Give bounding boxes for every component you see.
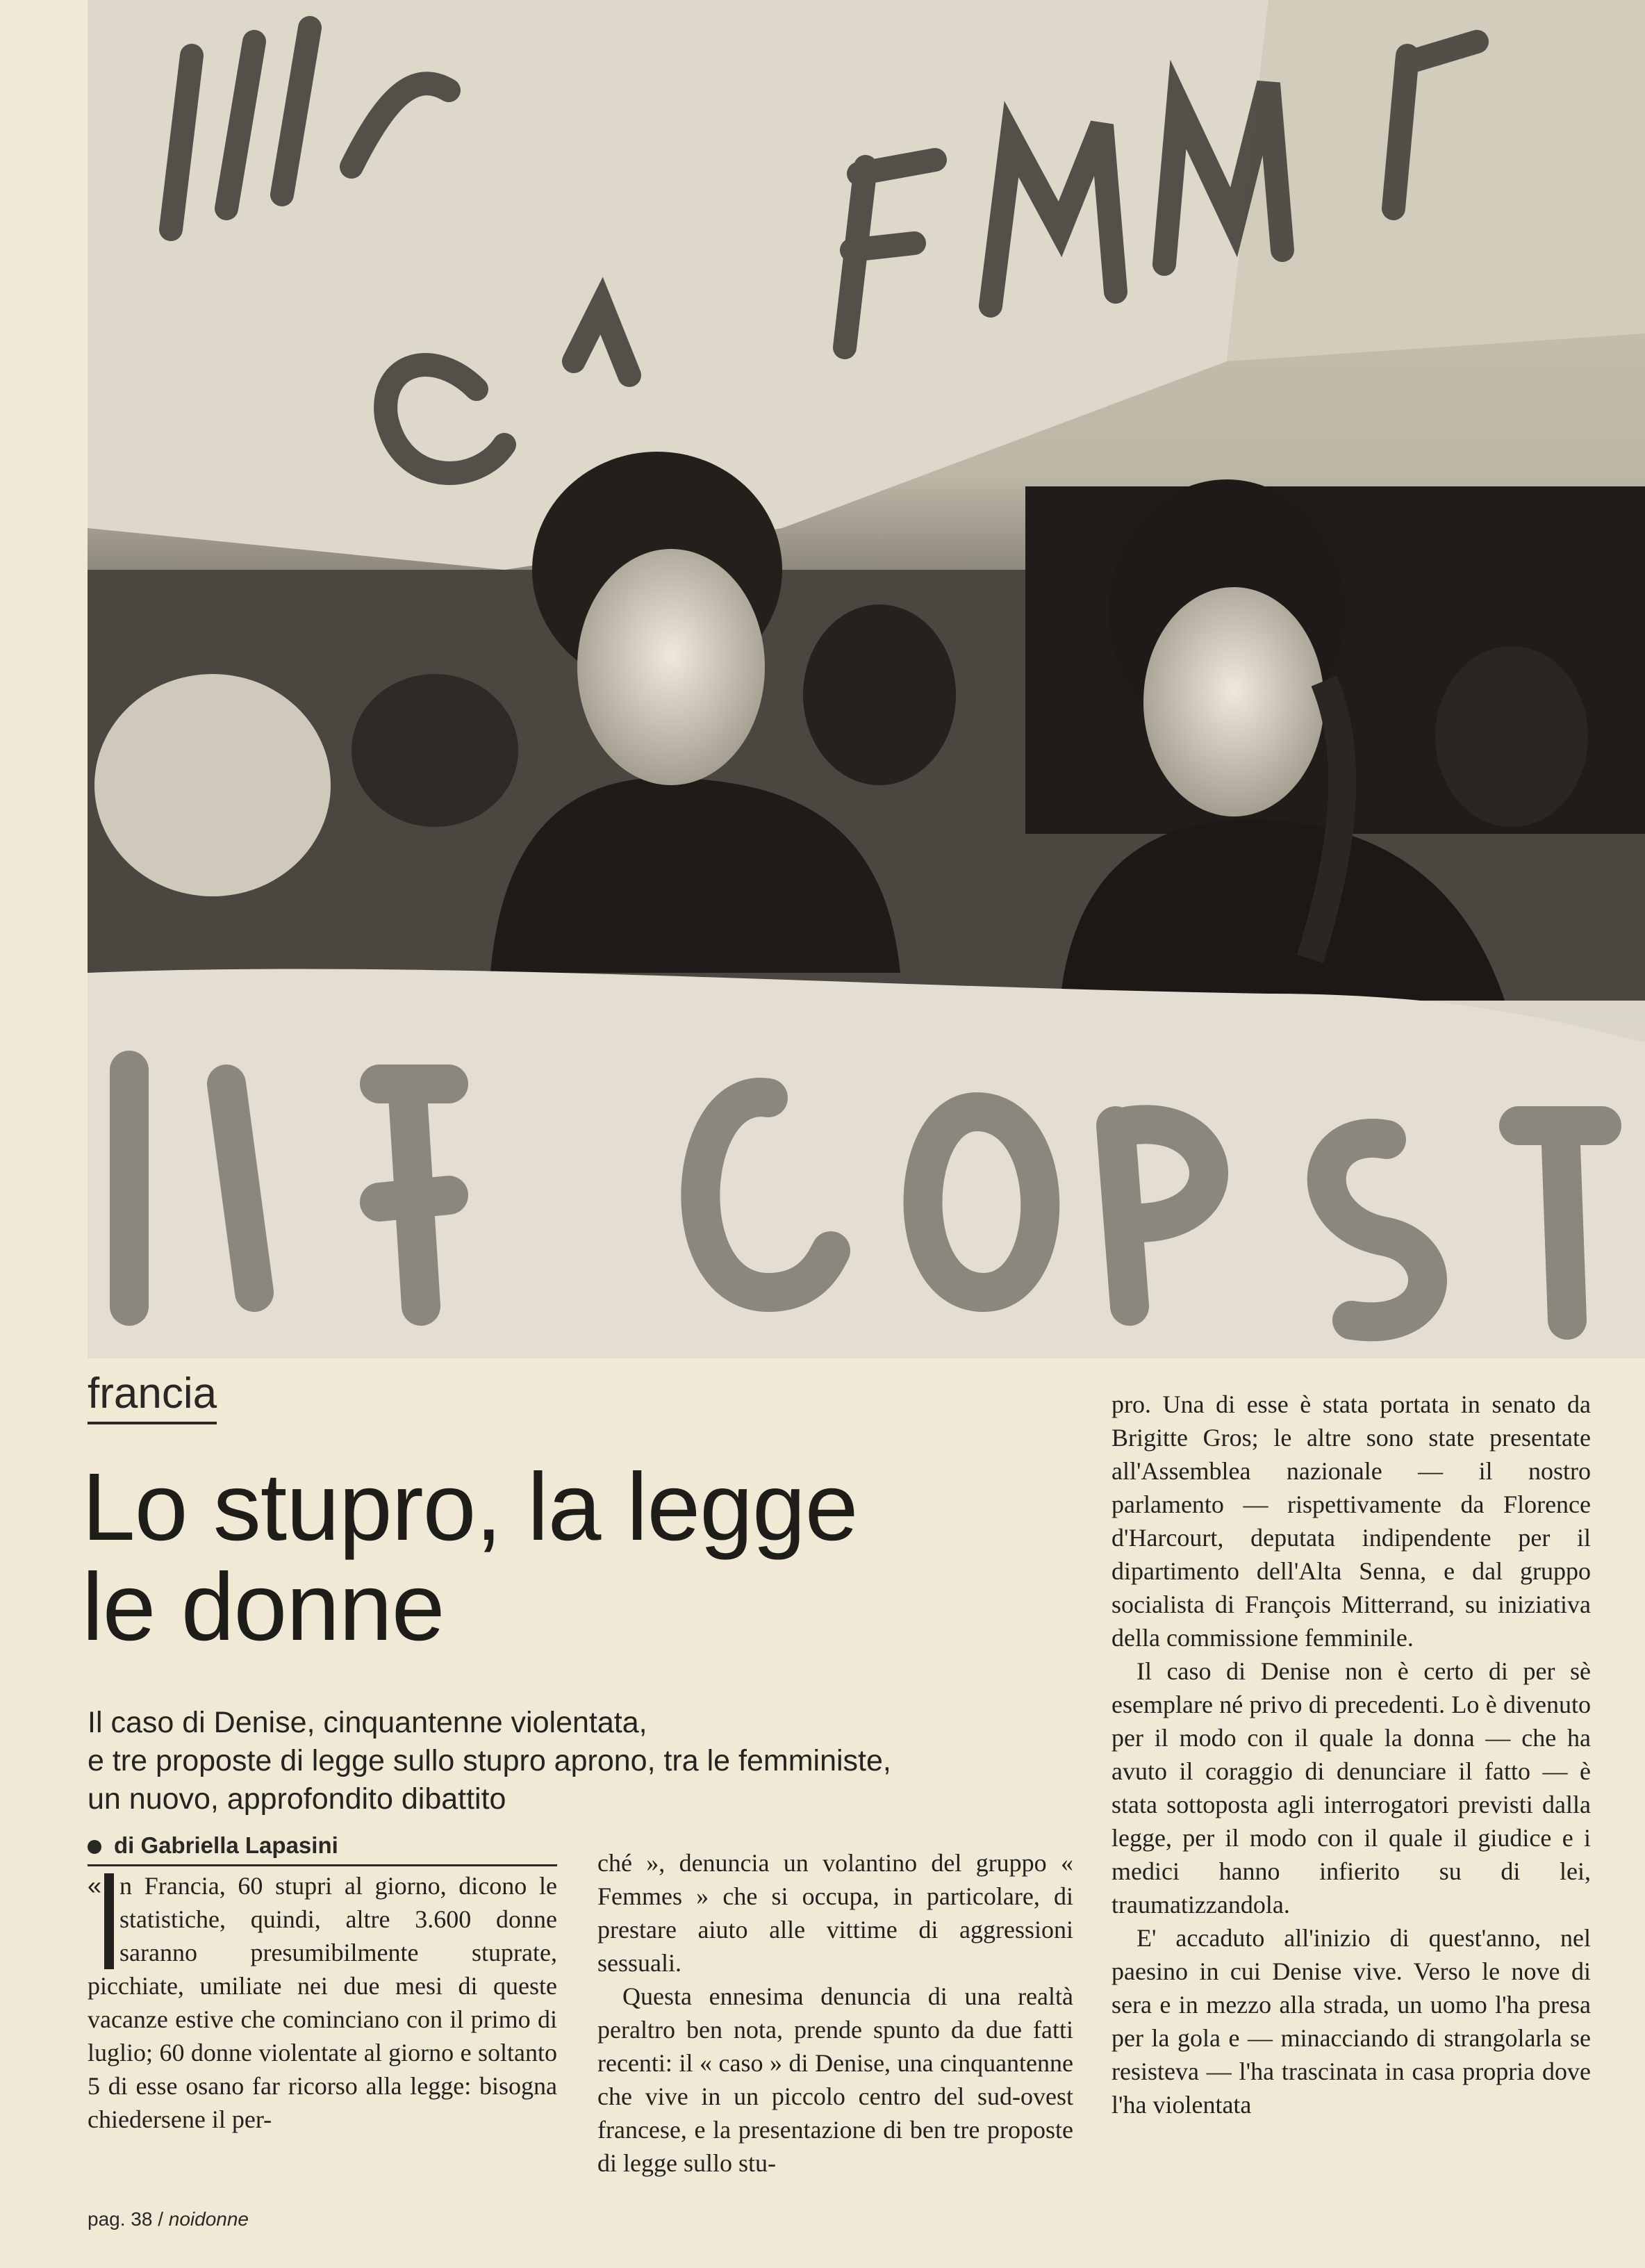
byline-text: di Gabriella Lapasini [114, 1832, 338, 1858]
protest-photo [88, 0, 1645, 1358]
headline-line-1: Lo stupro, la legge [82, 1454, 858, 1561]
page-number: pag. 38 [88, 2208, 153, 2230]
headline-line-2: le donne [82, 1553, 445, 1661]
section-label: francia [88, 1370, 217, 1424]
headline [82, 1454, 1068, 1661]
paragraph-text: n Francia, 60 stupri al giorno, dicono le statistiche, quindi, altre 3.600 donne saranno presumibilmente stuprate, picchiate, umiliate nei due mesi di queste vacanze estive che cominciano con il primo di luglio; 60 donne violentate al giorno e soltanto 5 di esse osano far ricorso alla legge: bisogna chiedersene il per- [88, 1872, 557, 2134]
bullet-icon [88, 1840, 101, 1854]
article-column-3 [1111, 1388, 1591, 2121]
drop-cap-letter [104, 1873, 114, 1969]
drop-cap [88, 1873, 114, 1969]
paragraph: ché », denuncia un volantino del gruppo « Femmes » che si occupa, in particolare, di prestare aiuto alle vittime di aggressioni sessuali. [597, 1849, 1073, 1978]
photo-illustration [88, 0, 1645, 1358]
standfirst-line-3: un nuovo, approfondito dibattito [88, 1782, 506, 1816]
standfirst [88, 1704, 1088, 1818]
magazine-name: noidonne [168, 2208, 249, 2230]
paragraph: E' accaduto all'inizio di quest'anno, nel paesino in cui Denise vive. Verso le nove di sera e in mezzo alla strada, un uomo l'ha presa per la gola e — minacciando di strangolarla se resisteva — l'ha trascinata in casa propria dove l'ha violentata [1111, 1924, 1591, 2119]
standfirst-line-2: e tre proposte di legge sullo stupro aprono, tra le femministe, [88, 1744, 891, 1778]
paragraph: Il caso di Denise non è certo di per sè esemplare né privo di precedenti. Lo è divenuto per il modo con il quale la donna — che ha avuto il coraggio di denunciare il fatto — è stata sottoposta agli interrogatori previsti dalla legge, per il modo con il quale il giudice e i medici hanno infierito su di lei, traumatizzandola. [1111, 1657, 1591, 1919]
paragraph: pro. Una di esse è stata portata in senato da Brigitte Gros; le altre sono state presentate all'Assemblea nazionale — il nostro parlamento — rispettivamente da Florence d'Harcourt, deputata indipendente per il dipartimento dell'Alta Senna, e dal gruppo socialista di François Mitterrand, su iniziativa della commissione femminile. [1111, 1390, 1591, 1652]
standfirst-line-1: Il caso di Denise, cinquantenne violentata, [88, 1706, 647, 1739]
byline [88, 1832, 557, 1866]
drop-cap-quote: « [88, 1871, 102, 1900]
footer-separator: / [158, 2208, 163, 2230]
paragraph [88, 1869, 557, 2136]
page-footer [88, 2208, 249, 2230]
article-column-2 [597, 1846, 1073, 2180]
article-column-1 [88, 1869, 557, 2136]
paragraph: Questa ennesima denuncia di una realtà peraltro ben nota, prende spunto da due fatti recenti: il « caso » di Denise, una cinquantenne che vive in un piccolo centro del sud-ovest francese, e la presentazione di ben tre proposte di legge sullo stu- [597, 1982, 1073, 2178]
